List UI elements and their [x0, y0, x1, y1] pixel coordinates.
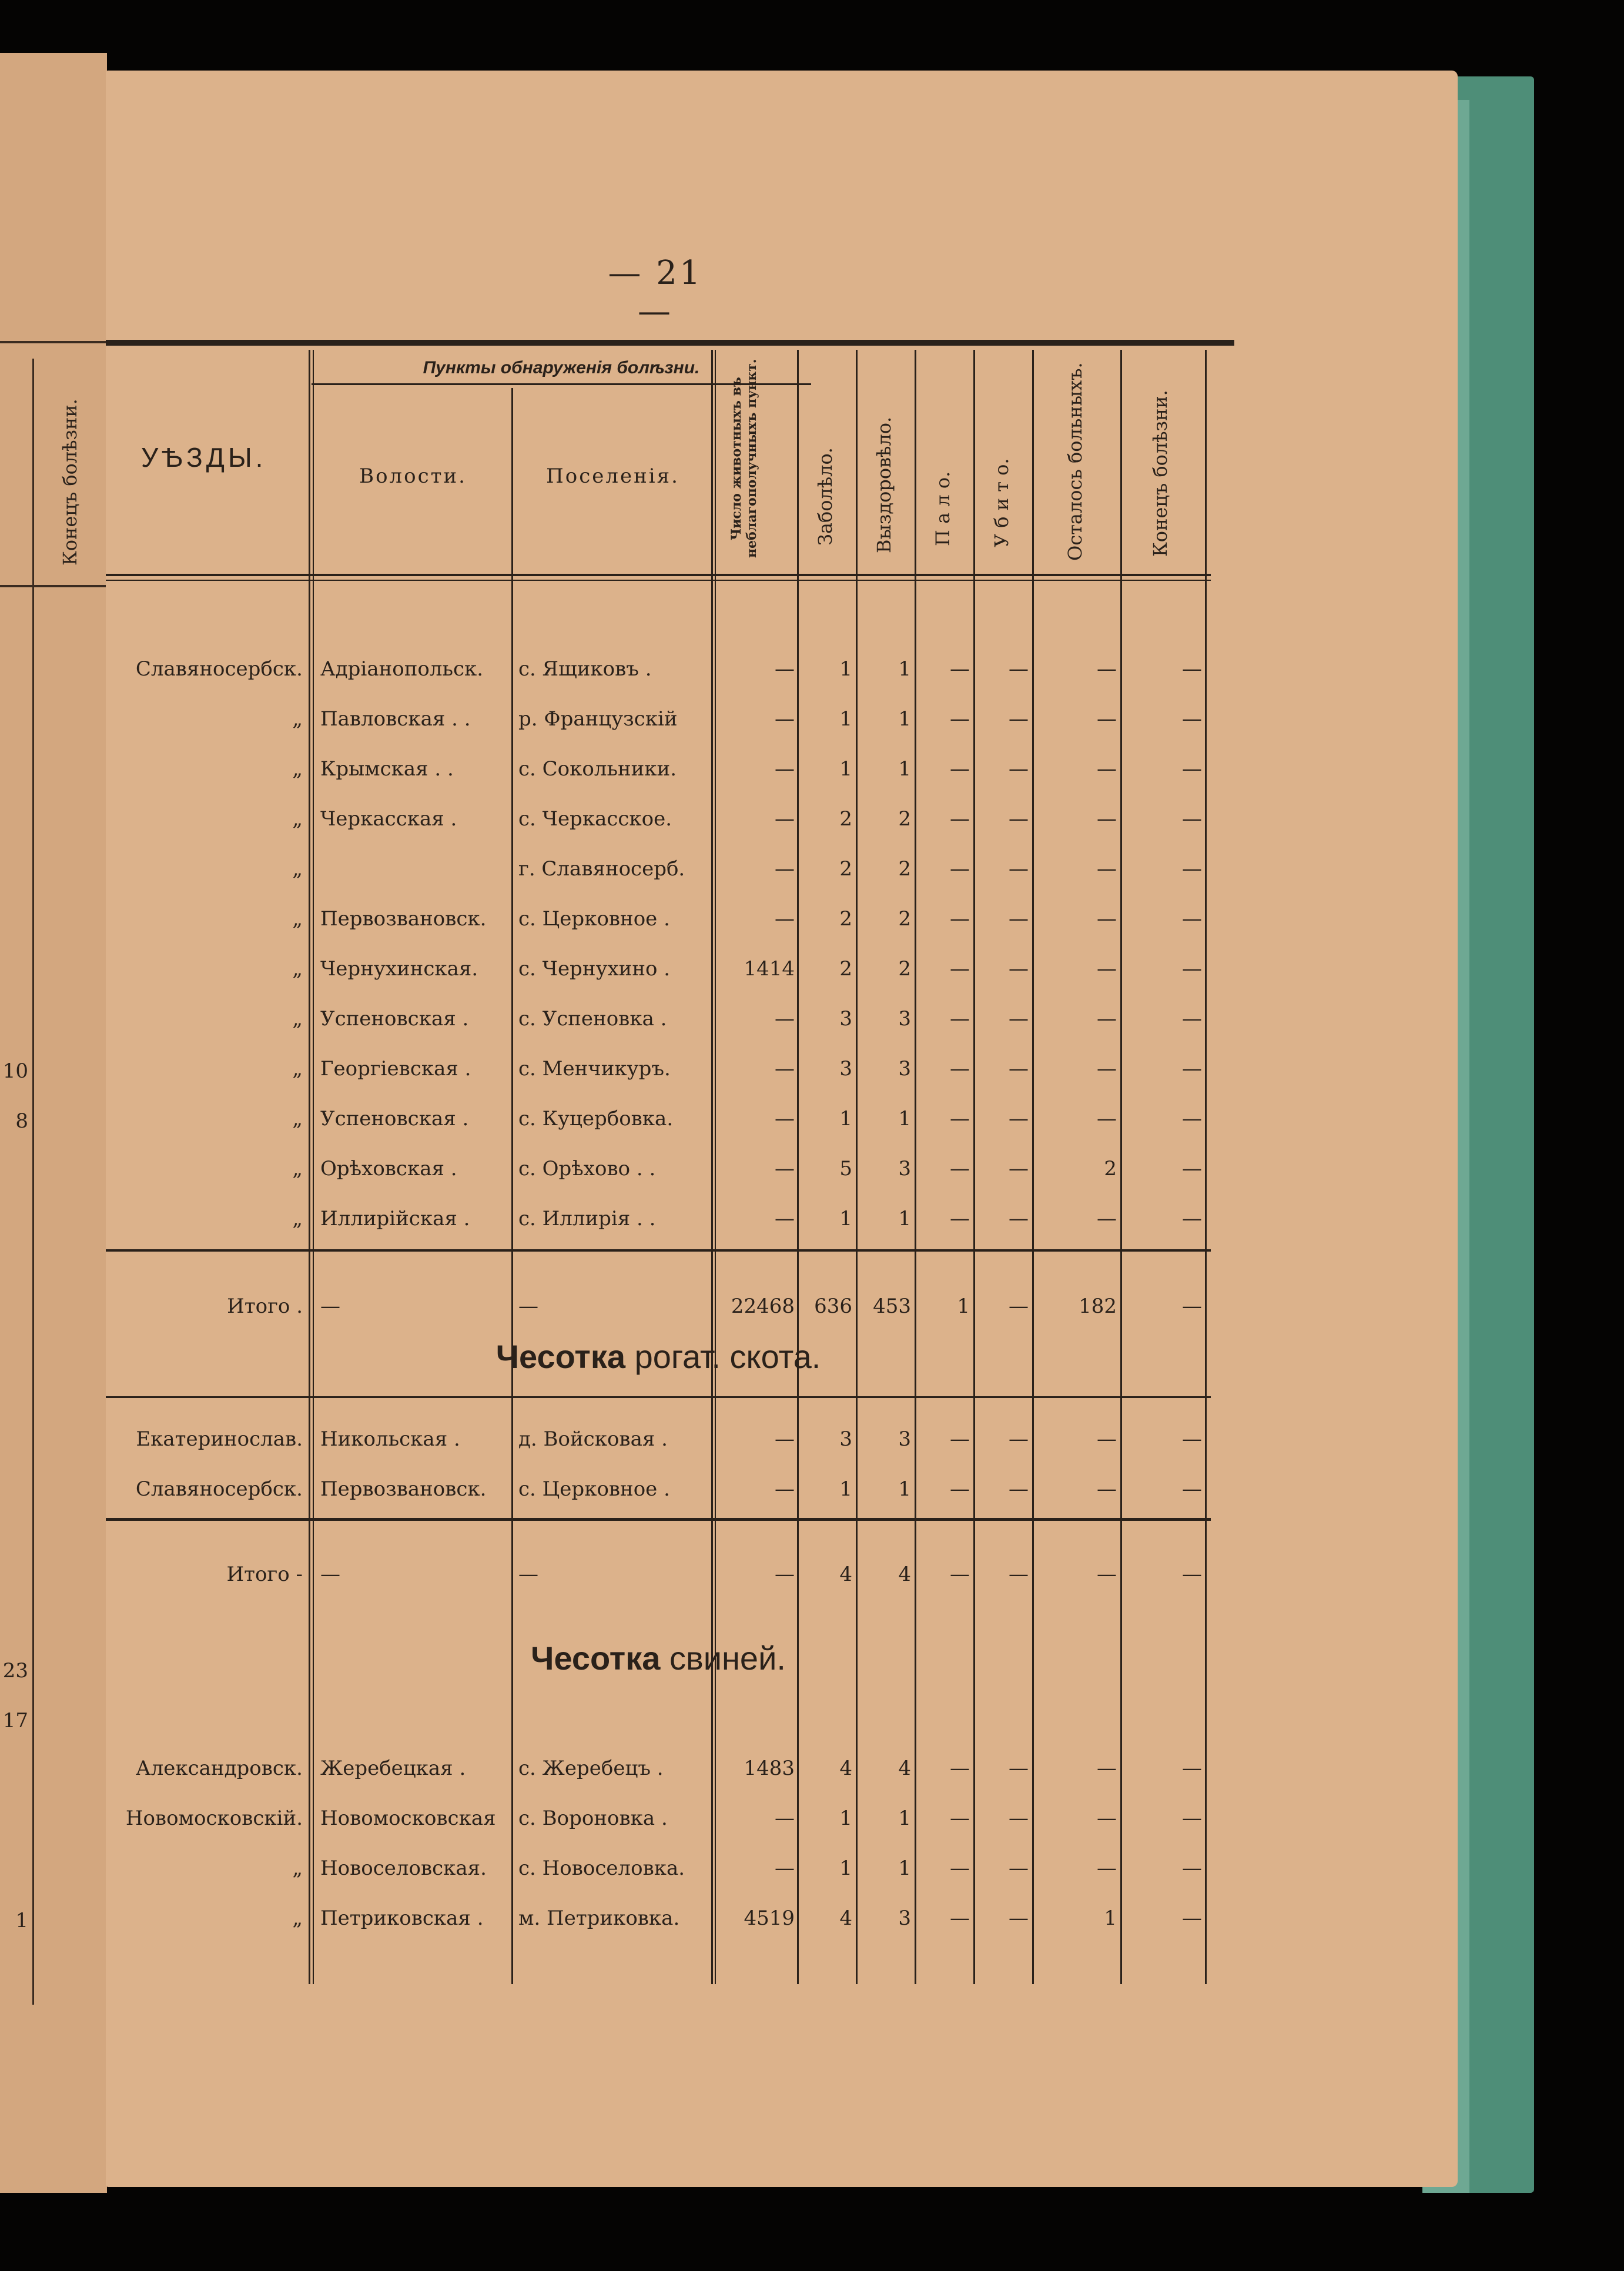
- cell-vyz: 3: [898, 1057, 911, 1081]
- section2-top-rule: [106, 1396, 1211, 1398]
- cell-vyz: 1: [898, 707, 911, 731]
- cell-animals: —: [775, 857, 795, 881]
- cell-animals: —: [775, 1477, 795, 1501]
- column-rule: [973, 350, 975, 1984]
- cell-ost: —: [1097, 907, 1117, 931]
- cell-zab: 4: [839, 1757, 852, 1780]
- cell-volost: Орѣховская .: [320, 1157, 457, 1180]
- cell-ubito: —: [1009, 1563, 1029, 1586]
- cell-kon: —: [1182, 957, 1202, 981]
- cell-ost: —: [1097, 1857, 1117, 1880]
- cell-ubito: —: [1009, 707, 1029, 731]
- cell-animals: 1483: [744, 1757, 795, 1780]
- cell-zab: 3: [839, 1007, 852, 1031]
- cell-ost: —: [1097, 757, 1117, 781]
- cell-animals: 1414: [744, 957, 795, 981]
- cell-volost: Новомосковская: [320, 1807, 496, 1830]
- cell-uezd: „: [292, 1207, 303, 1230]
- cell-vyz: 2: [898, 857, 911, 881]
- cell-ost: —: [1097, 1563, 1117, 1586]
- cell-zab: 2: [839, 957, 852, 981]
- cell-ost: —: [1097, 1057, 1117, 1081]
- cell-ost: —: [1097, 1807, 1117, 1830]
- column-rule: [1032, 350, 1034, 1984]
- table-top-rule: [106, 340, 1234, 346]
- column-rule: [1205, 350, 1207, 1984]
- cell-zab: 4: [839, 1907, 852, 1930]
- cell-uezd: Новомосковскій.: [125, 1807, 303, 1830]
- cell-animals: —: [775, 707, 795, 731]
- cell-volost: Черкасская .: [320, 807, 457, 831]
- section2-title: Чесотка рогат. скота.: [495, 1338, 821, 1375]
- cell-ubito: —: [1009, 857, 1029, 881]
- cell-animals: —: [775, 1007, 795, 1031]
- cell-zab: 1: [839, 1207, 852, 1230]
- cell-uezd: Екатеринослав.: [136, 1427, 303, 1451]
- cell-animals: —: [775, 1157, 795, 1180]
- cell-poselenie: м. Петриковка.: [518, 1907, 680, 1930]
- cell-kon: —: [1182, 1107, 1202, 1131]
- cell-uezd: „: [292, 757, 303, 781]
- column-rule: [715, 350, 716, 1984]
- cell-uezd: „: [292, 707, 303, 731]
- cell-vyz: 1: [898, 757, 911, 781]
- cell-uezd: Александровск.: [135, 1757, 303, 1780]
- left-page-number: 10: [2, 1059, 28, 1083]
- cell-palo: —: [950, 1907, 970, 1930]
- cell-vyz: 3: [898, 1427, 911, 1451]
- header-bottom-rule-2: [106, 580, 1211, 581]
- cell-animals: —: [775, 757, 795, 781]
- cell-volost: Первозвановск.: [320, 907, 487, 931]
- cell-animals: —: [775, 1427, 795, 1451]
- cell-palo: —: [950, 807, 970, 831]
- cell-ost: —: [1097, 957, 1117, 981]
- cell-poselenie: с. Успеновка .: [518, 1007, 667, 1031]
- cell-vyz: 2: [898, 907, 911, 931]
- cell-ubito: —: [1009, 1757, 1029, 1780]
- cell-volost: Успеновская .: [320, 1007, 469, 1031]
- cell-ost: —: [1097, 857, 1117, 881]
- left-page-number: 1: [15, 1909, 28, 1932]
- header-animals: Число животныхъ въ неблагополучныхъ пункт.: [729, 359, 759, 558]
- header-ostalos: Осталось больныхъ.: [1064, 362, 1086, 561]
- cell-uezd: Славяносербск.: [135, 657, 303, 681]
- page-number: — 21 —: [608, 254, 703, 330]
- cell-palo: —: [950, 1007, 970, 1031]
- cell-ubito: —: [1009, 1157, 1029, 1180]
- cell-volost: Жеребецкая .: [320, 1757, 466, 1780]
- cell-volost: Никольская .: [320, 1427, 460, 1451]
- cell-vyz: 1: [898, 1477, 911, 1501]
- cell-kon: —: [1182, 707, 1202, 731]
- cell-poselenie: с. Орѣхово . .: [518, 1157, 656, 1180]
- header-ubito: У б и т о.: [990, 458, 1013, 547]
- cell-uezd: „: [292, 857, 303, 881]
- cell-kon: —: [1182, 1757, 1202, 1780]
- cell-palo: —: [950, 657, 970, 681]
- cell-ubito: —: [1009, 907, 1029, 931]
- cell-kon: —: [1182, 1907, 1202, 1930]
- cell-zab: 1: [839, 757, 852, 781]
- cell-palo: —: [950, 1563, 970, 1586]
- cell-kon: —: [1182, 907, 1202, 931]
- cell-ubito: —: [1009, 1057, 1029, 1081]
- cell-kon: —: [1182, 1427, 1202, 1451]
- cell-vyz: 3: [898, 1157, 911, 1180]
- cell-kon: —: [1182, 1007, 1202, 1031]
- cell-volost: Георгіевская .: [320, 1057, 471, 1081]
- cell-uezd: „: [292, 1157, 303, 1180]
- cell-palo: —: [950, 1427, 970, 1451]
- cell-animals: 4519: [744, 1907, 795, 1930]
- header-zabolelo: Заболѣло.: [814, 447, 836, 546]
- cell-poselenie: с. Иллирія . .: [518, 1207, 656, 1230]
- cell-ubito: —: [1009, 657, 1029, 681]
- cell-ubito: —: [1009, 1857, 1029, 1880]
- column-rule: [309, 350, 310, 1984]
- cell-ost: —: [1097, 1107, 1117, 1131]
- cell-volost: Успеновская .: [320, 1107, 469, 1131]
- cell-kon: —: [1182, 757, 1202, 781]
- cell-poselenie: с. Ящиковъ .: [518, 657, 652, 681]
- header-points-title: Пункты обнаруженія болѣзни.: [423, 358, 700, 377]
- cell-ubito: —: [1009, 957, 1029, 981]
- cell-animals: —: [775, 1207, 795, 1230]
- column-rule: [511, 388, 513, 1984]
- cell-poselenie: с. Менчикуръ.: [518, 1057, 671, 1081]
- cell-zab: 636: [814, 1295, 852, 1318]
- cell-poselenie: с. Жеребецъ .: [518, 1757, 664, 1780]
- cell-ost: —: [1097, 707, 1117, 731]
- cell-poselenie: г. Славяносерб.: [518, 857, 685, 881]
- cell-kon: —: [1182, 1157, 1202, 1180]
- cell-uezd: „: [292, 1907, 303, 1930]
- header-volosti: Волости.: [359, 464, 467, 488]
- cell-poselenie: с. Вороновка .: [518, 1807, 668, 1830]
- cell-kon: —: [1182, 1563, 1202, 1586]
- header-vyzdorovelo: Выздоровѣло.: [873, 416, 895, 554]
- cell-vyz: 3: [898, 1907, 911, 1930]
- column-rule: [915, 350, 916, 1984]
- cell-zab: 2: [839, 857, 852, 881]
- cell-animals: —: [775, 1857, 795, 1880]
- cell-kon: —: [1182, 1207, 1202, 1230]
- cell-zab: 1: [839, 707, 852, 731]
- cell-vyz: 453: [873, 1295, 911, 1318]
- header-poseleniya: Поселенія.: [546, 464, 679, 488]
- cell-ubito: —: [1009, 807, 1029, 831]
- cell-palo: —: [950, 1477, 970, 1501]
- cell-volost: —: [320, 1563, 340, 1586]
- cell-poselenie: с. Церковное .: [518, 907, 670, 931]
- cell-vyz: 1: [898, 1107, 911, 1131]
- cell-ost: 182: [1079, 1295, 1117, 1318]
- left-page-number: 8: [15, 1109, 28, 1133]
- cell-volost: —: [320, 1295, 340, 1318]
- cell-volost: Первозвановск.: [320, 1477, 487, 1501]
- cell-vyz: 1: [898, 657, 911, 681]
- cell-animals: —: [775, 1563, 795, 1586]
- cell-uezd: „: [292, 1107, 303, 1131]
- column-rule: [797, 350, 799, 1984]
- cell-zab: 1: [839, 1477, 852, 1501]
- header-uezdy: УѢЗДЫ.: [141, 442, 267, 473]
- cell-vyz: 1: [898, 1207, 911, 1230]
- cell-vyz: 1: [898, 1857, 911, 1880]
- cell-poselenie: —: [518, 1563, 538, 1586]
- left-page-header-rule: [0, 585, 107, 587]
- cell-vyz: 4: [898, 1563, 911, 1586]
- cell-palo: —: [950, 1107, 970, 1131]
- left-page-column-rule: [32, 359, 34, 2005]
- cell-zab: 1: [839, 1857, 852, 1880]
- cell-palo: —: [950, 1807, 970, 1830]
- cell-kon: —: [1182, 1057, 1202, 1081]
- column-rule: [313, 350, 314, 1984]
- cell-uezd: Итого -: [226, 1563, 303, 1586]
- cell-ubito: —: [1009, 1477, 1029, 1501]
- cell-palo: —: [950, 957, 970, 981]
- cell-kon: —: [1182, 807, 1202, 831]
- cell-ost: 2: [1104, 1157, 1117, 1180]
- statistics-table: [106, 306, 1340, 2011]
- cell-animals: —: [775, 1107, 795, 1131]
- cell-palo: —: [950, 857, 970, 881]
- cell-vyz: 1: [898, 1807, 911, 1830]
- cell-vyz: 3: [898, 1007, 911, 1031]
- cell-uezd: „: [292, 1857, 303, 1880]
- column-rule: [856, 350, 858, 1984]
- cell-animals: —: [775, 1057, 795, 1081]
- cell-uezd: Славяносербск.: [135, 1477, 303, 1501]
- cell-uezd: „: [292, 907, 303, 931]
- cell-palo: —: [950, 1207, 970, 1230]
- cell-volost: Адріанопольск.: [320, 657, 484, 681]
- cell-ost: —: [1097, 1757, 1117, 1780]
- cell-palo: 1: [957, 1295, 970, 1318]
- left-page-header: Конецъ болѣзни.: [59, 399, 81, 566]
- cell-palo: —: [950, 1057, 970, 1081]
- cell-vyz: 2: [898, 957, 911, 981]
- cell-uezd: „: [292, 807, 303, 831]
- header-bottom-rule: [106, 574, 1211, 576]
- cell-uezd: „: [292, 957, 303, 981]
- cell-volost: Чернухинская.: [320, 957, 478, 981]
- left-page-number: 17: [2, 1709, 28, 1732]
- header-konets: Конецъ болѣзни.: [1149, 390, 1171, 557]
- cell-kon: —: [1182, 857, 1202, 881]
- left-page-top-rule: [0, 341, 107, 343]
- cell-ubito: —: [1009, 1427, 1029, 1451]
- cell-poselenie: д. Войсковая .: [518, 1427, 668, 1451]
- cell-ost: —: [1097, 1007, 1117, 1031]
- cell-animals: —: [775, 1807, 795, 1830]
- cell-poselenie: с. Чернухино .: [518, 957, 671, 981]
- cell-zab: 1: [839, 657, 852, 681]
- cell-palo: —: [950, 757, 970, 781]
- cell-kon: —: [1182, 657, 1202, 681]
- cell-ubito: —: [1009, 1295, 1029, 1318]
- cell-ubito: —: [1009, 757, 1029, 781]
- cell-palo: —: [950, 1757, 970, 1780]
- section2-total-rule: [106, 1518, 1211, 1521]
- cell-ost: 1: [1104, 1907, 1117, 1930]
- cell-zab: 1: [839, 1107, 852, 1131]
- cell-animals: —: [775, 807, 795, 831]
- cell-poselenie: с. Куцербовка.: [518, 1107, 674, 1131]
- cell-zab: 1: [839, 1807, 852, 1830]
- cell-volost: Новоселовская.: [320, 1857, 487, 1880]
- cell-kon: —: [1182, 1477, 1202, 1501]
- cell-palo: —: [950, 707, 970, 731]
- cell-poselenie: с. Новоселовка.: [518, 1857, 685, 1880]
- cell-poselenie: с. Черкасское.: [518, 807, 672, 831]
- cell-poselenie: —: [518, 1295, 538, 1318]
- cell-uezd: „: [292, 1057, 303, 1081]
- cell-vyz: 2: [898, 807, 911, 831]
- cell-volost: Павловская . .: [320, 707, 471, 731]
- cell-kon: —: [1182, 1857, 1202, 1880]
- cell-vyz: 4: [898, 1757, 911, 1780]
- header-palo: П а л о.: [932, 471, 954, 546]
- cell-zab: 2: [839, 907, 852, 931]
- cell-zab: 2: [839, 807, 852, 831]
- cell-animals: —: [775, 657, 795, 681]
- left-page-number: 23: [2, 1659, 28, 1683]
- cell-palo: —: [950, 1857, 970, 1880]
- cell-ost: —: [1097, 807, 1117, 831]
- left-page: [0, 53, 107, 2193]
- cell-ubito: —: [1009, 1807, 1029, 1830]
- cell-poselenie: с. Церковное .: [518, 1477, 670, 1501]
- cell-ubito: —: [1009, 1207, 1029, 1230]
- cell-palo: —: [950, 907, 970, 931]
- cell-poselenie: р. Французскій: [518, 707, 678, 731]
- column-rule: [711, 350, 713, 1984]
- cell-zab: 5: [839, 1157, 852, 1180]
- cell-zab: 4: [839, 1563, 852, 1586]
- cell-kon: —: [1182, 1807, 1202, 1830]
- cell-ubito: —: [1009, 1107, 1029, 1131]
- cell-zab: 3: [839, 1057, 852, 1081]
- section3-title: Чесотка свиней.: [531, 1640, 786, 1677]
- cell-kon: —: [1182, 1295, 1202, 1318]
- cell-ost: —: [1097, 1427, 1117, 1451]
- cell-poselenie: с. Сокольники.: [518, 757, 677, 781]
- cell-zab: 3: [839, 1427, 852, 1451]
- cell-ubito: —: [1009, 1907, 1029, 1930]
- cell-uezd: „: [292, 1007, 303, 1031]
- cell-ost: —: [1097, 657, 1117, 681]
- cell-uezd: Итого .: [227, 1295, 303, 1318]
- cell-ubito: —: [1009, 1007, 1029, 1031]
- column-rule: [1120, 350, 1122, 1984]
- cell-ost: —: [1097, 1477, 1117, 1501]
- cell-animals: 22468: [731, 1295, 795, 1318]
- cell-palo: —: [950, 1157, 970, 1180]
- cell-volost: Крымская . .: [320, 757, 454, 781]
- cell-volost: Петриковская .: [320, 1907, 484, 1930]
- cell-ost: —: [1097, 1207, 1117, 1230]
- cell-volost: Иллирійская .: [320, 1207, 470, 1230]
- section1-total-rule: [106, 1249, 1211, 1252]
- cell-animals: —: [775, 907, 795, 931]
